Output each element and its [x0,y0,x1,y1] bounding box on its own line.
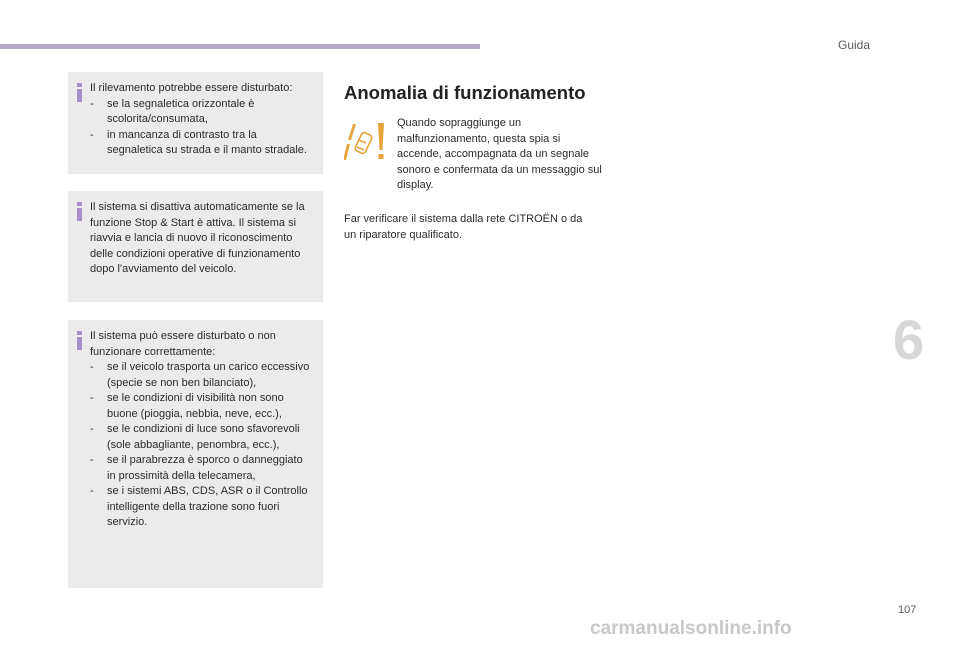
chapter-number: 6 [893,308,925,371]
info-box-intro: Il rilevamento potrebbe essere disturbato: [90,82,293,94]
info-box-detection [68,72,323,174]
malfunction-description: Quando sopraggiunge un malfunzionamento, questa spia si accende, accompagnata da un segnale sonoro e confermata da un messaggio sul display. [397,117,602,191]
bullet-list [90,360,313,531]
info-box-text: Il sistema si disattiva automaticamente se la funzione Stop & Start è attiva. Il sistema si riavvia e lancia di nuovo il riconoscimento delle condizioni operative di funzionamento dopo l'avviamento del veicolo. [90,201,305,275]
bullet-list [90,97,313,159]
watermark: carmanualsonline.info [590,618,792,639]
list-item: - se il parabrezza è sporco o danneggiato in prossimità della telecamera, [90,453,313,484]
section-title: Guida [838,38,871,52]
list-item: - se la segnaletica orizzontale è scolorita/consumata, [90,97,313,128]
info-box-disturbances [68,320,323,588]
info-icon [76,202,83,221]
info-icon [76,83,83,102]
service-advice: Far verificare il sistema dalla rete CITROËN o da un riparatore qualificato. [344,213,583,241]
lane-departure-warning-icon [344,121,396,163]
list-item: - in mancanza di contrasto tra la segnaletica su strada e il manto stradale. [90,128,313,159]
section-heading: Anomalia di funzionamento [344,82,586,103]
list-item: - se il veicolo trasporta un carico eccessivo (specie se non ben bilanciato), [90,360,313,391]
info-icon [76,331,83,350]
info-box-intro: Il sistema può essere disturbato o non funzionare correttamente: [90,330,276,358]
list-item: - se le condizioni di visibilità non sono buone (pioggia, nebbia, neve, ecc.), [90,391,313,422]
page-number: 107 [898,604,917,616]
list-item: - se le condizioni di luce sono sfavorevoli (sole abbagliante, penombra, ecc.), [90,422,313,453]
list-item: - se i sistemi ABS, CDS, ASR o il Controllo intelligente della trazione sono fuori servizio. [90,484,313,531]
info-box-stop-start [68,191,323,302]
header-accent-bar [0,44,480,49]
